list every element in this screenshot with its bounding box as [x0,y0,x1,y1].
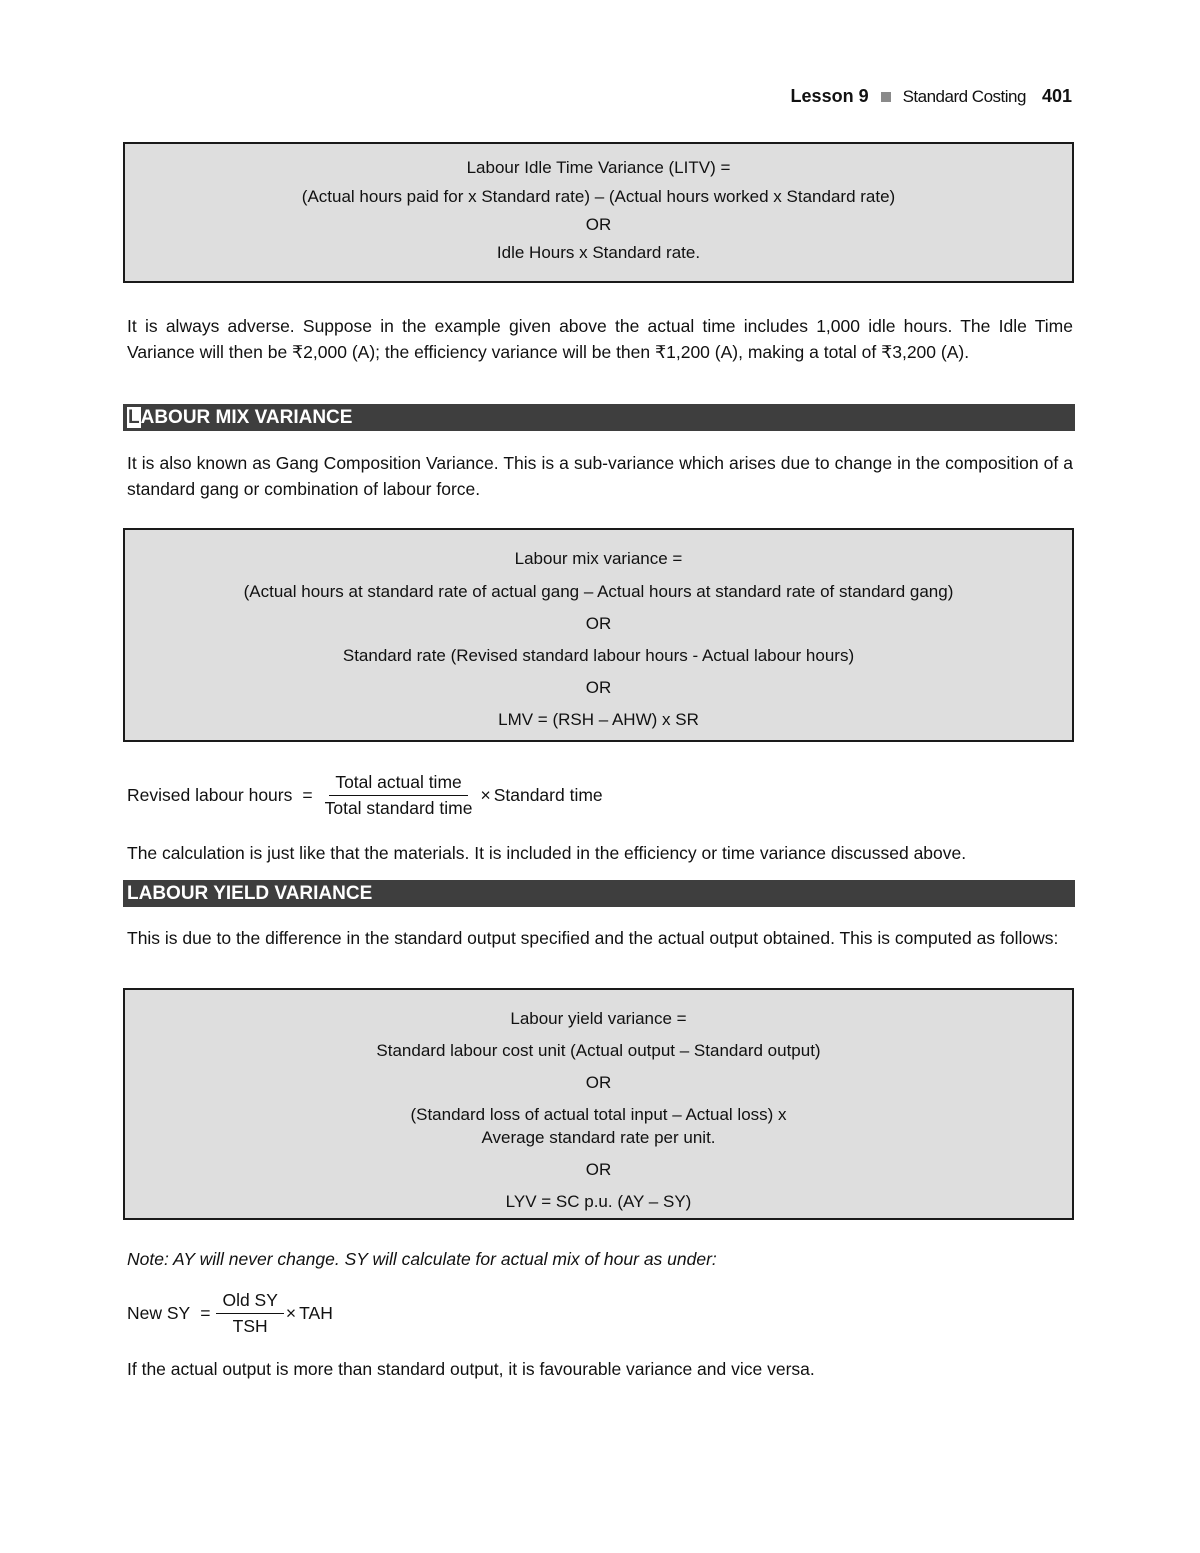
revised-labour-hours-equation [127,772,603,819]
labour-mix-formula-box [123,528,1074,742]
formula-line: Labour mix variance = [514,549,683,568]
equation-lhs: Revised labour hours [127,785,293,805]
new-sy-equation [127,1290,333,1337]
formula-line: OR [585,678,612,697]
heading-rest: ABOUR MIX VARIANCE [140,407,353,428]
equation-lhs: New SY [127,1303,191,1323]
idle-time-paragraph: It is always adverse. Suppose in the example given above the actual time includes 1,000 idle hours. The Idle Time Variance will then be ₹2,000 (A); the efficiency variance will be then ₹1,200 (A), making a total of ₹3,200 (A). [127,316,1073,362]
note-paragraph: Note: AY will never change. SY will calculate for actual mix of hour as under: [127,1249,717,1269]
formula-line: Standard rate (Revised standard labour hours - Actual labour hours) [342,646,855,665]
formula-line: Average standard rate per unit. [481,1128,716,1147]
formula-line: OR [585,215,612,234]
formula-line: Labour yield variance = [510,1009,687,1028]
formula-line: Idle Hours x Standard rate. [496,243,701,262]
labour-yield-paragraph: This is due to the difference in the standard output specified and the actual output obtained. This is computed as follows: [127,928,1059,948]
page-header [791,86,1072,107]
calculation-paragraph: The calculation is just like that the materials. It is included in the efficiency or time variance discussed above. [127,843,967,863]
labour-yield-formula-box [123,988,1074,1220]
page-number: 401 [1041,86,1072,106]
formula-line: Labour Idle Time Variance (LITV) = [466,158,731,177]
equals-sign: = [200,1303,211,1323]
formula-line: (Standard loss of actual total input – Actual loss) x [410,1105,787,1124]
formula-line: (Actual hours at standard rate of actual gang – Actual hours at standard rate of standard gang) [243,582,954,601]
formula-line: OR [585,1073,612,1092]
fraction-denominator: Total standard time [324,798,473,818]
fraction-numerator: Total actual time [329,772,467,796]
fraction-denominator: TSH [232,1316,268,1336]
formula-line: LMV = (RSH – AHW) x SR [498,710,699,729]
times-sign: × [480,785,491,805]
formula-line: Standard labour cost unit (Actual output – Standard output) [376,1041,821,1060]
formula-line: OR [585,614,612,633]
favourable-variance-paragraph: If the actual output is more than standard output, it is favourable variance and vice versa. [127,1359,815,1379]
fraction [319,772,479,819]
heading-first-letter: L [128,407,140,428]
formula-line: OR [585,1160,612,1179]
labour-yield-variance-heading: LABOUR YIELD VARIANCE [123,880,1075,907]
formula-line: LYV = SC p.u. (AY – SY) [505,1192,692,1211]
idle-time-formula-box [123,142,1074,283]
labour-mix-variance-heading [123,404,1075,431]
fraction-numerator: Old SY [216,1290,283,1314]
formula-line: (Actual hours paid for x Standard rate) – (Actual hours worked x Standard rate) [301,187,896,206]
subject-label: Standard Costing [902,86,1026,106]
equals-sign: = [302,785,313,805]
square-bullet-icon [881,92,891,102]
lesson-label: Lesson 9 [790,86,869,106]
equation-rhs: TAH [299,1303,333,1323]
equation-rhs: Standard time [493,785,603,805]
labour-mix-paragraph: It is also known as Gang Composition Variance. This is a sub-variance which arises due to change in the composition of a standard gang or combination of labour force. [127,453,1073,499]
times-sign: × [285,1303,297,1323]
fraction [216,1290,283,1337]
